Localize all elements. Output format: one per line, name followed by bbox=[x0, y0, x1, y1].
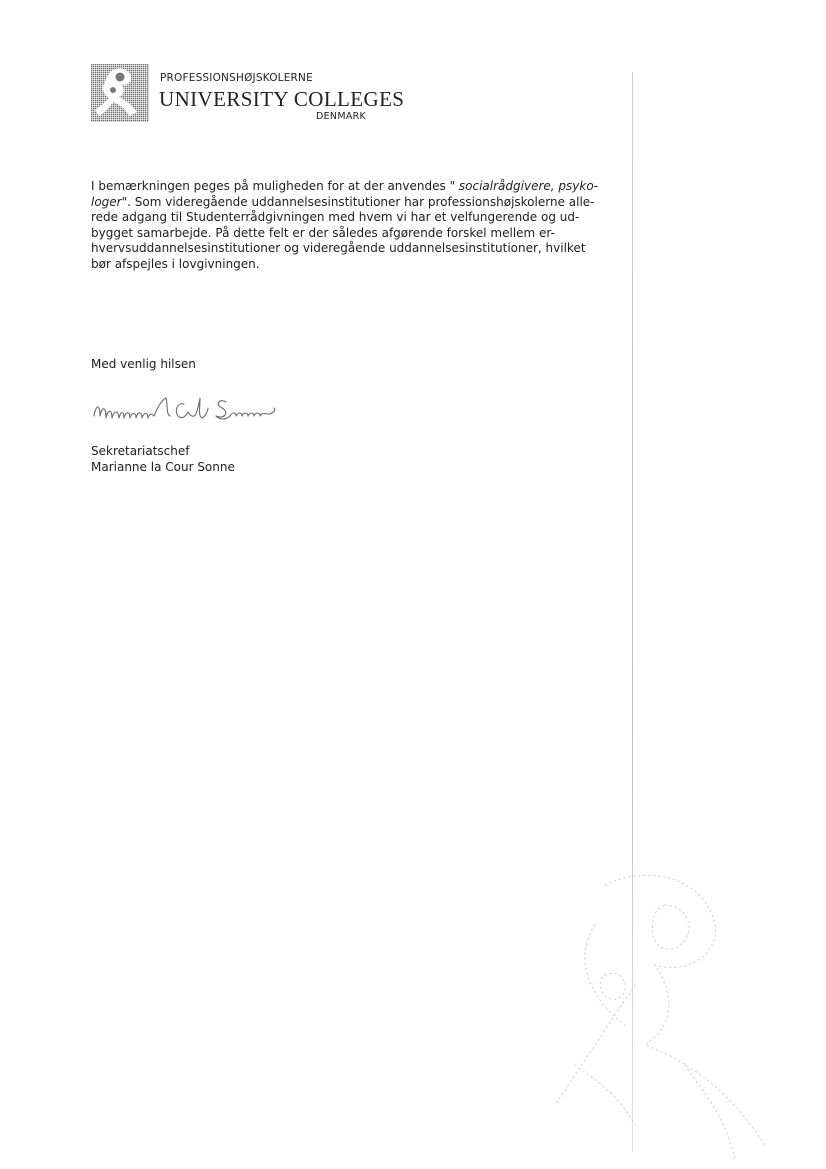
signatory-title: Sekretariatschef bbox=[91, 444, 190, 458]
signatory-name: Marianne la Cour Sonne bbox=[91, 460, 235, 474]
italic-quote: loger bbox=[91, 194, 122, 209]
closing-greeting: Med venlig hilsen bbox=[91, 357, 196, 371]
paragraph-line bbox=[91, 210, 621, 226]
paragraph-line bbox=[91, 179, 621, 195]
line-text: bør afspejles i lovgivningen. bbox=[91, 256, 260, 271]
line-text: rede adgang til Studenterrådgivningen med hvem vi har et velfungerende og ud- bbox=[91, 210, 580, 224]
italic-quote: socialrådgivere, psyko- bbox=[458, 179, 598, 193]
paragraph-line bbox=[91, 226, 621, 242]
paragraph-line bbox=[91, 195, 621, 211]
letterhead-line-2: UNIVERSITY COLLEGES bbox=[159, 87, 405, 111]
paragraph-line bbox=[91, 241, 621, 257]
line-text: hvervsuddannelsesinstitutioner og videregående uddannelsesinstitutioner, hvilket bbox=[91, 241, 586, 255]
letterhead-line-3: DENMARK bbox=[316, 111, 367, 122]
paragraph-line bbox=[91, 257, 621, 273]
line-text: bygget samarbejde. På dette felt er der således afgørende forskel mellem er- bbox=[91, 225, 555, 240]
university-colleges-logo-icon bbox=[91, 64, 149, 122]
watermark-logo-icon bbox=[535, 865, 795, 1165]
letterhead-line-1: PROFESSIONSHØJSKOLERNE bbox=[160, 72, 313, 84]
body-paragraph bbox=[91, 179, 621, 272]
line-text: I bemærkningen peges på muligheden for at der anvendes " bbox=[91, 179, 459, 193]
line-text: ". Som videregående uddannelsesinstitutioner har professionshøjskolerne alle- bbox=[121, 194, 595, 209]
handwritten-signature bbox=[90, 390, 290, 432]
